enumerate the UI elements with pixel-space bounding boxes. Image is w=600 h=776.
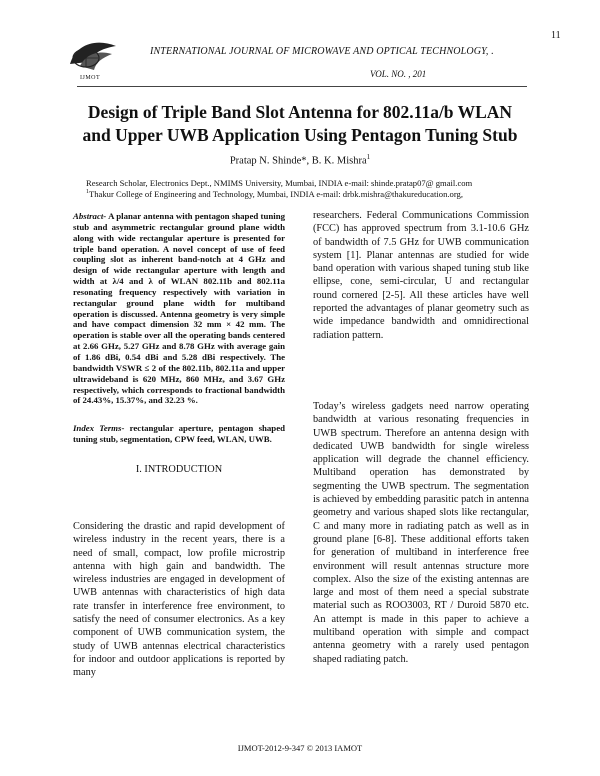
index-terms-text: rectangular aperture, pentagon shaped tuning stub, segmentation, CPW feed, WLAN, UWB. bbox=[73, 423, 285, 444]
page-number: 11 bbox=[551, 30, 561, 41]
index-terms bbox=[73, 423, 285, 445]
title-line-2: and Upper UWB Application Using Pentagon Tuning Stub bbox=[82, 125, 518, 145]
author-names: Pratap N. Shinde*, B. K. Mishra bbox=[229, 155, 367, 167]
authors bbox=[60, 153, 540, 167]
header-rule bbox=[77, 86, 527, 87]
intro-paragraph-right-2: Today’s wireless gadgets need narrow operating bandwidth at various resonating frequencies in UWB spectrum. Therefore an antenna design with dedicated UWB bandwidth for single wireless application will degrade the channel efficiency. Multiband operation has demonstrated by segmenting the UWB spectrum. The segmentation is achieved by embedding parasitic patch in antenna geometry and various shaped slots like rectangular, C and many more in radiating patch as well as in ground plane [6-8]. These additional efforts taken for generation of multiband in interference free environment will result antennas structure more complex. Also the size of the existing antennas are large and most of them need a special substrate material such as ROO3003, RT / Duroid 5870 etc. An attempt is made in this paper to achieve a multiband operation with simple and compact antenna geometry with a rarely used pentagon shaped radiating patch. bbox=[313, 401, 529, 665]
page-footer: IJMOT-2012-9-347 © 2013 IAMOT bbox=[237, 743, 363, 753]
journal-logo-icon bbox=[66, 36, 120, 76]
abstract bbox=[73, 211, 285, 406]
author-superscript: 1 bbox=[366, 153, 371, 161]
paper-title bbox=[60, 101, 540, 147]
abstract-lead: Abstract- bbox=[73, 211, 107, 221]
affiliation-2-text: Thakur College of Engineering and Technology, Mumbai, INDIA e-mail: drbk.mishra@thakureducation.org, bbox=[89, 189, 463, 199]
affiliation-1: Research Scholar, Electronics Dept., NMIMS University, Mumbai, INDIA e-mail: shinde.pratap07@ gmail.com bbox=[86, 178, 473, 188]
intro-paragraph-right-1: researchers. Federal Communications Commission (FCC) has approved spectrum from 3.1-10.6 GHz of bandwidth of 7.5 GHz for UWB communication system [1]. Planar antennas are studied for wide band operation with various shaped tuning stub like ellipse, cone, semi-circular, U and rectangular round cornered [2-5]. All these articles have well reported the advantages of planar geometry such as wide impedance bandwidth and omnidirectional radiation pattern. bbox=[313, 210, 529, 341]
journal-issue: VOL. NO. , 201 bbox=[370, 69, 427, 79]
abstract-text: A planar antenna with pentagon shaped tuning stub and asymmetric rectangular ground plane width along with wide rectangular aperture is presented for triple band operation. A novel concept of use of feed coupling slot as inherent band-notch at 4 GHz and design of wide rectangular aperture with length and width at λ/4 and λ of WLAN 802.11b and 802.11a resonating frequency respectively with variation in rectangular ground plane width for multiband operation is discussed. Antenna geometry is very simple and have compact dimension 32 mm × 42 mm. The operation is stable over all the operating bands centered at 2.66 GHz, 5.27 GHz and 8.78 GHz with average gain of 1.86 dBi, 0.54 dBi and 5.28 dBi respectively. The bandwidth VSWR ≤ 2 of the 802.11b, 802.11a and upper ultrawideband is 620 MHz, 860 MHz, and 3.67 GHz respectively, which corresponds to fractional bandwidth of 24.43%, 15.37%, and 32.23 %. bbox=[73, 211, 285, 406]
affiliation-2 bbox=[86, 189, 463, 199]
index-terms-lead: Index Terms- bbox=[73, 423, 125, 433]
logo-label: IJMOT bbox=[80, 75, 101, 81]
journal-logo bbox=[66, 36, 120, 76]
section-heading-introduction: I. INTRODUCTION bbox=[135, 464, 223, 475]
intro-paragraph-left: Considering the drastic and rapid development of wireless industry in the recent years, there is a need of small, compact, low profile microstrip antenna with high gain and bandwidth. The wireless industries are engaged in development of UWB antennas with characteristics of high data rate transfer in interference free environment, to satisfy the need of consumer electronics. As a key component of UWB communication system, the study of UWB antennas electrical characteristics for indoor and outdoor applications is reported by many bbox=[73, 521, 285, 679]
affiliation-2-superscript: 1 bbox=[86, 189, 89, 196]
title-line-1: Design of Triple Band Slot Antenna for 802.11a/b WLAN bbox=[87, 102, 513, 122]
journal-name: INTERNATIONAL JOURNAL OF MICROWAVE AND OPTICAL TECHNOLOGY, . bbox=[150, 46, 494, 57]
